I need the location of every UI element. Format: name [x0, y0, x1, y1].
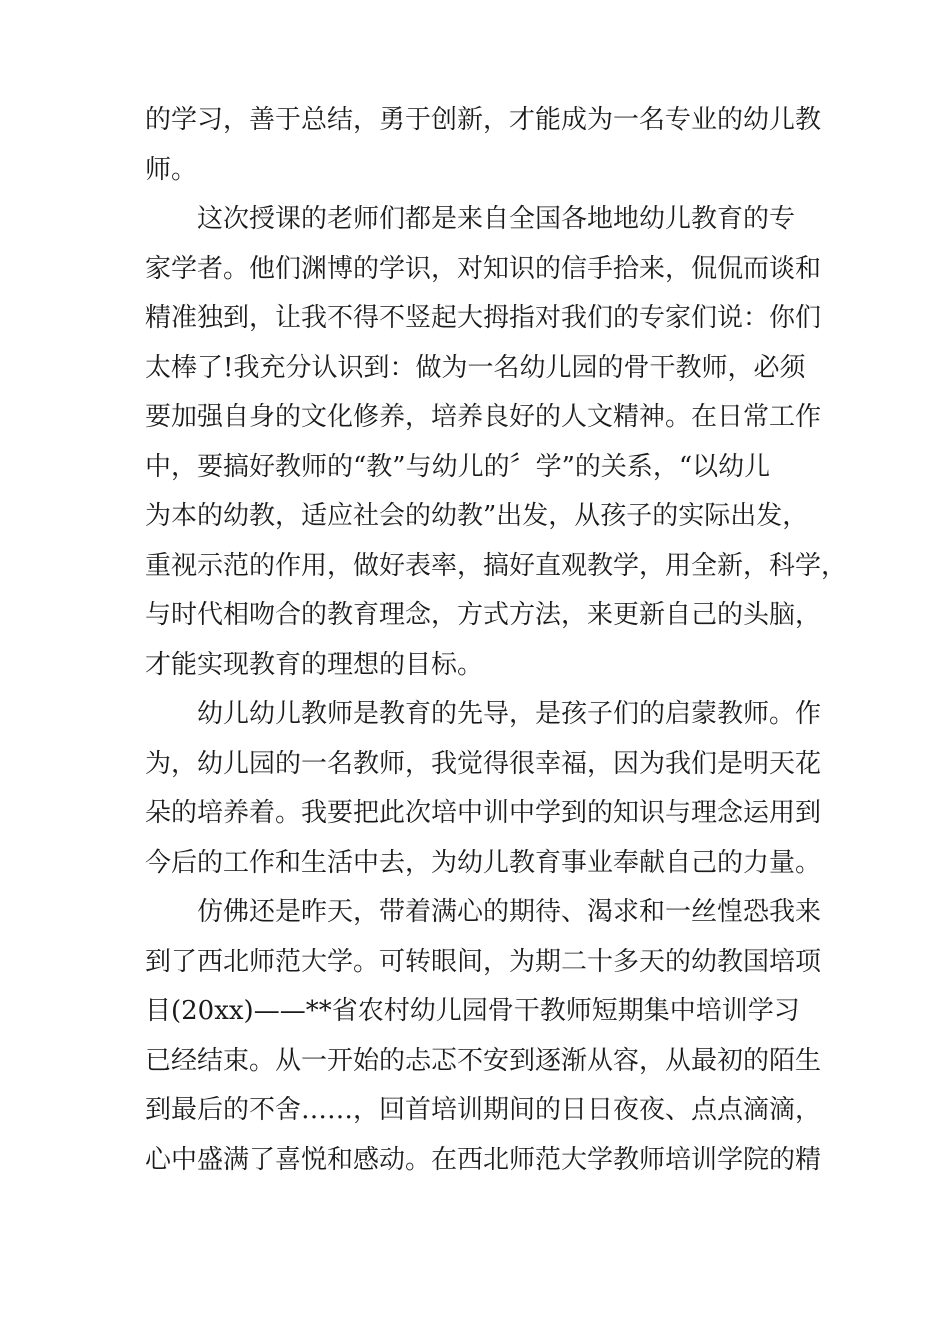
text-line: 今后的工作和生活中去，为幼儿教育事业奉献自己的力量。 [145, 847, 822, 878]
text-line: 已经结束。从一开始的忐忑不安到逐渐从容，从最初的陌生 [145, 1045, 822, 1076]
text-line: 的学习，善于总结，勇于创新，才能成为一名专业的幼儿教 [145, 105, 822, 135]
text-line: 师。 [145, 154, 198, 185]
body-text [145, 96, 848, 1185]
text-line: 才能实现教育的理想的目标。 [145, 649, 484, 680]
paragraph-start-line: 幼儿幼儿教师是教育的先导，是孩子们的启蒙教师。作 [197, 699, 822, 729]
text-line: 重视示范的作用，做好表率，搞好直观教学，用全新，科学， [145, 550, 848, 581]
text-line: 到了西北师范大学。可转眼间，为期二十多天的幼教国培项 [145, 946, 822, 977]
text-line: 家学者。他们渊博的学识，对知识的信手拾来，侃侃而谈和 [145, 253, 822, 284]
text-line: 与时代相吻合的教育理念，方式方法，来更新自己的头脑， [145, 600, 822, 630]
text-line: 到最后的不舍……，回首培训期间的日日夜夜、点点滴滴， [145, 1095, 822, 1125]
text-line: 心中盛满了喜悦和感动。在西北师范大学教师培训学院的精 [145, 1144, 822, 1175]
text-line: 目(20xx)——**省农村幼儿园骨干教师短期集中培训学习 [145, 996, 800, 1026]
paragraph-start-line: 仿佛还是昨天，带着满心的期待、渴求和一丝惶恐我来 [197, 897, 822, 927]
text-line: 要加强自身的文化修养，培养良好的人文精神。在日常工作 [145, 402, 822, 432]
text-line: 精准独到，让我不得不竖起大拇指对我们的专家们说：你们 [145, 303, 822, 333]
text-line: 朵的培养着。我要把此次培中训中学到的知识与理念运用到 [145, 798, 822, 828]
text-line: 为本的幼教，适应社会的幼教”出发，从孩子的实际出发， [145, 501, 809, 531]
text-line: 中，要搞好教师的“教”与幼儿的〞学”的关系，“以幼儿 [145, 451, 771, 482]
text-line: 太棒了!我充分认识到：做为一名幼儿园的骨干教师，必须 [145, 352, 806, 383]
text-line: 为，幼儿园的一名教师，我觉得很幸福，因为我们是明天花 [145, 748, 822, 779]
paragraph-start-line: 这次授课的老师们都是来自全国各地地幼儿教育的专 [197, 204, 796, 234]
